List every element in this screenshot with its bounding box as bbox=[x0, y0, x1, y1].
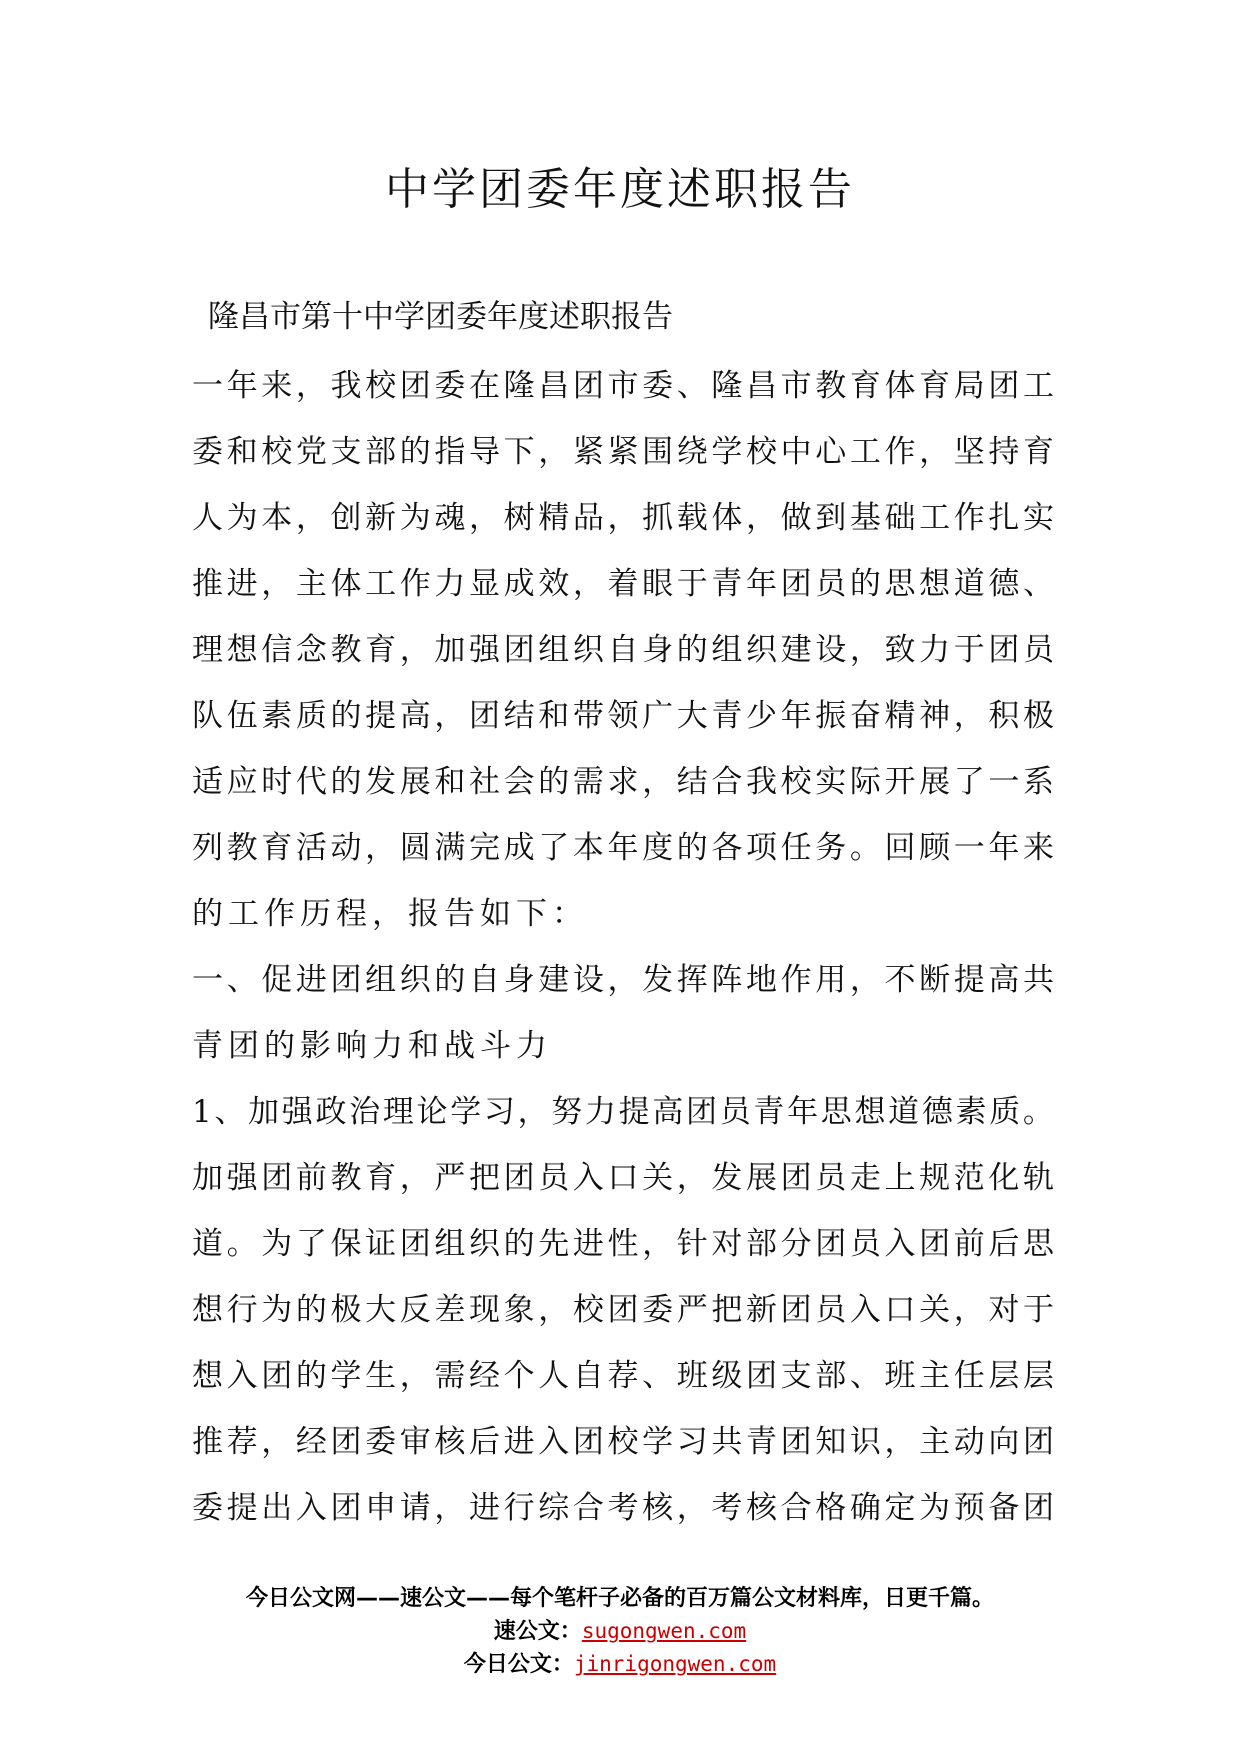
footer-jinrigongwen-row bbox=[0, 1648, 1240, 1681]
sugongwen-link[interactable]: sugongwen.com bbox=[581, 1619, 747, 1643]
footer-sugongwen-row bbox=[0, 1615, 1240, 1648]
page-footer bbox=[0, 1582, 1240, 1681]
body-line: 一 年 来 ， 我 校 团 委 在 隆 昌 团 市 委 、 隆 昌 市 教 育 体 育 局 团 工 bbox=[192, 368, 1054, 404]
body-line: 列 教 育 活 动 ， 圆 满 完 成 了 本 年 度 的 各 项 任 务 。 回 顾 一 年 来 bbox=[192, 830, 1054, 866]
body-line: 推 进 ， 主 体 工 作 力 显 成 效 ， 着 眼 于 青 年 团 员 的 思 想 道 德 、 bbox=[192, 566, 1054, 602]
document-subtitle: 隆昌市第十中学团委年度述职报告 bbox=[208, 299, 673, 335]
footer-jinrigongwen-label: 今日公文： bbox=[463, 1652, 574, 1677]
body-line: 委 和 校 党 支 部 的 指 导 下 ， 紧 紧 围 绕 学 校 中 心 工 作 ， 坚 持 育 bbox=[192, 434, 1054, 470]
body-line: 1 、 加 强 政 治 理 论 学 习 ， 努 力 提 高 团 员 青 年 思 想 道 德 素 质 。 bbox=[192, 1094, 1054, 1130]
body-line: 的工作历程，报告如下： bbox=[192, 896, 588, 932]
jinrigongwen-link[interactable]: jinrigongwen.com bbox=[573, 1652, 777, 1676]
body-line: 委 提 出 入 团 申 请 ， 进 行 综 合 考 核 ， 考 核 合 格 确 定 为 预 备 团 bbox=[192, 1490, 1054, 1526]
footer-promo-text: 今日公文网——速公文——每个笔杆子必备的百万篇公文材料库，日更千篇。 bbox=[245, 1586, 994, 1611]
footer-sugongwen-label: 速公文： bbox=[493, 1619, 582, 1644]
body-line: 推 荐 ， 经 团 委 审 核 后 进 入 团 校 学 习 共 青 团 知 识 ， 主 动 向 团 bbox=[192, 1424, 1054, 1460]
body-line: 队 伍 素 质 的 提 高 ， 团 结 和 带 领 广 大 青 少 年 振 奋 精 神 ， 积 极 bbox=[192, 698, 1054, 734]
body-line: 一 、 促 进 团 组 织 的 自 身 建 设 ， 发 挥 阵 地 作 用 ， 不 断 提 高 共 bbox=[192, 962, 1054, 998]
body-line: 人 为 本 ， 创 新 为 魂 ， 树 精 品 ， 抓 载 体 ， 做 到 基 础 工 作 扎 实 bbox=[192, 500, 1054, 536]
body-line: 加 强 团 前 教 育 ， 严 把 团 员 入 口 关 ， 发 展 团 员 走 上 规 范 化 轨 bbox=[192, 1160, 1054, 1196]
body-line: 青团的影响力和战斗力 bbox=[192, 1028, 552, 1064]
body-line: 理 想 信 念 教 育 ， 加 强 团 组 织 自 身 的 组 织 建 设 ， 致 力 于 团 员 bbox=[192, 632, 1054, 668]
body-line: 想 入 团 的 学 生 ， 需 经 个 人 自 荐 、 班 级 团 支 部 、 班 主 任 层 层 bbox=[192, 1358, 1054, 1394]
document-body bbox=[192, 353, 1054, 1541]
body-line: 适 应 时 代 的 发 展 和 社 会 的 需 求 ， 结 合 我 校 实 际 开 展 了 一 系 bbox=[192, 764, 1054, 800]
document-title: 中学团委年度述职报告 bbox=[385, 164, 855, 215]
body-line: 道 。 为 了 保 证 团 组 织 的 先 进 性 ， 针 对 部 分 团 员 入 团 前 后 思 bbox=[192, 1226, 1054, 1262]
body-line: 想 行 为 的 极 大 反 差 现 象 ， 校 团 委 严 把 新 团 员 入 口 关 ， 对 于 bbox=[192, 1292, 1054, 1328]
